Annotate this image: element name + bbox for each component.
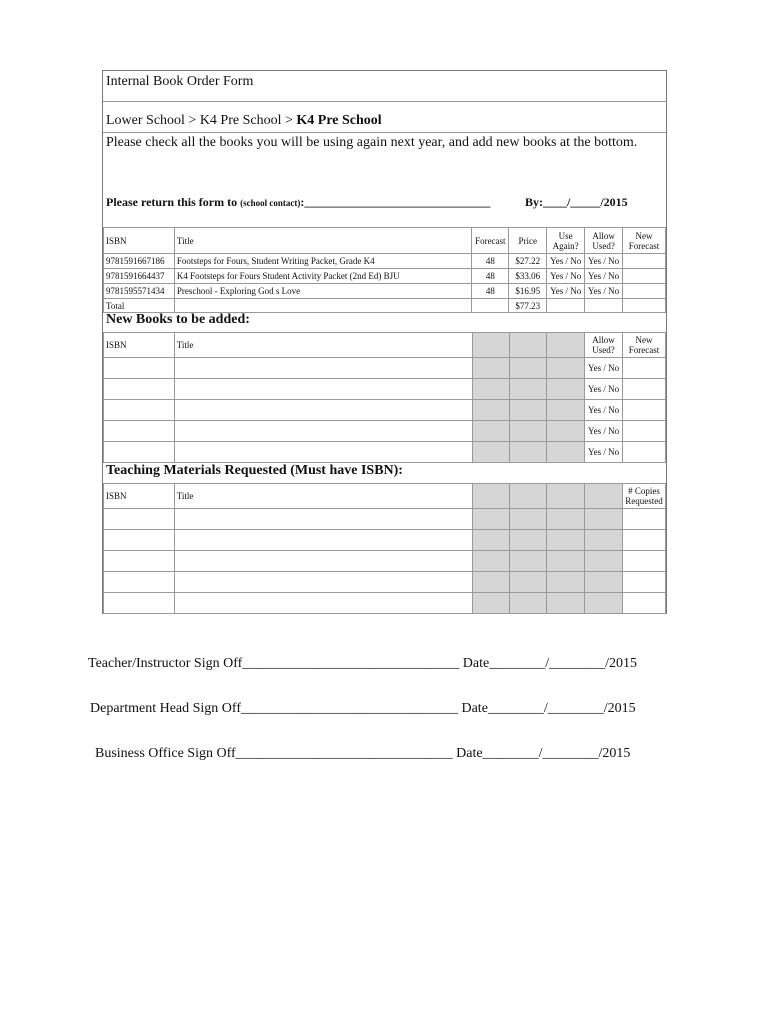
total-label: Total [104, 299, 175, 313]
breadcrumb [106, 113, 382, 129]
allow-used-cell[interactable]: Yes / No [585, 358, 623, 379]
table-row [104, 551, 666, 572]
total-row [104, 299, 666, 313]
title-input[interactable] [174, 400, 472, 421]
shaded-cell [547, 358, 585, 379]
teaching-materials-table [103, 483, 666, 614]
table-row [104, 509, 666, 530]
forecast-cell: 48 [472, 284, 509, 299]
business-office-sign-off[interactable]: Business Office Sign Off_______________________________ Date________/________/2015 [95, 746, 631, 761]
title-input[interactable] [174, 379, 472, 400]
new-books-header-row [104, 333, 666, 358]
isbn-cell: 9781591664437 [104, 269, 175, 284]
isbn-input[interactable] [104, 442, 175, 463]
use-again-cell[interactable]: Yes / No [547, 269, 585, 284]
table-row [104, 269, 666, 284]
copies-input[interactable] [622, 530, 665, 551]
table-row [104, 400, 666, 421]
header-new-forecast-1: New [635, 335, 653, 345]
isbn-input[interactable] [104, 379, 175, 400]
isbn-input[interactable] [104, 509, 175, 530]
shaded-cell [472, 400, 509, 421]
shaded-cell [547, 421, 585, 442]
allow-used-cell[interactable]: Yes / No [585, 379, 623, 400]
table-row [104, 572, 666, 593]
shaded-cell [585, 551, 623, 572]
header-new-forecast-2: Forecast [628, 240, 660, 251]
header-allow-used-2: Used? [592, 345, 615, 355]
isbn-input[interactable] [104, 421, 175, 442]
divider [103, 101, 666, 102]
table-row [104, 530, 666, 551]
forecast-cell: 48 [472, 269, 509, 284]
empty-cell [547, 299, 585, 313]
shaded-cell [472, 484, 509, 509]
shaded-cell [509, 379, 547, 400]
header-new-forecast [623, 333, 666, 358]
new-forecast-cell[interactable] [623, 254, 666, 269]
shaded-cell [509, 509, 547, 530]
header-price: Price [509, 228, 547, 254]
header-isbn: ISBN [104, 228, 175, 254]
copies-input[interactable] [622, 593, 665, 614]
new-forecast-cell[interactable] [623, 442, 666, 463]
header-new-forecast-2: Forecast [628, 345, 660, 355]
shaded-cell [547, 572, 585, 593]
shaded-cell [472, 530, 509, 551]
header-isbn: ISBN [104, 484, 175, 509]
return-line [106, 195, 490, 210]
shaded-cell [547, 400, 585, 421]
isbn-input[interactable] [104, 593, 175, 614]
table-row [104, 593, 666, 614]
table-row [104, 284, 666, 299]
empty-cell [472, 299, 509, 313]
title-cell: Footsteps for Fours, Student Writing Packet, Grade K4 [174, 254, 471, 269]
department-head-sign-off[interactable]: Department Head Sign Off_______________________________ Date________/________/2015 [90, 701, 636, 716]
isbn-input[interactable] [104, 551, 175, 572]
header-copies-requested [622, 484, 665, 509]
price-cell: $16.95 [509, 284, 547, 299]
copies-input[interactable] [622, 572, 665, 593]
empty-cell [585, 299, 623, 313]
title-cell: Preschool - Exploring God s Love [174, 284, 471, 299]
return-contact: (school contact) [240, 198, 301, 208]
total-price: $77.23 [509, 299, 547, 313]
header-allow-used [585, 228, 623, 254]
shaded-cell [472, 333, 509, 358]
return-by-date[interactable]: By:____/_____/2015 [525, 195, 628, 209]
table-row [104, 358, 666, 379]
books-header-row [104, 228, 666, 254]
header-allow-used [585, 333, 623, 358]
shaded-cell [585, 572, 623, 593]
shaded-cell [472, 358, 509, 379]
header-new-forecast-1: New [635, 230, 653, 241]
divider [103, 132, 666, 133]
teaching-materials-heading: Teaching Materials Requested (Must have ISBN): [106, 463, 403, 478]
new-forecast-cell[interactable] [623, 421, 666, 442]
title-input[interactable] [174, 421, 472, 442]
allow-used-cell[interactable]: Yes / No [585, 442, 623, 463]
header-use-again-2: Again? [552, 240, 579, 251]
shaded-cell [585, 484, 623, 509]
shaded-cell [472, 551, 509, 572]
title-input[interactable] [174, 442, 472, 463]
allow-used-cell[interactable]: Yes / No [585, 421, 623, 442]
header-title: Title [174, 484, 472, 509]
title-input[interactable] [174, 509, 472, 530]
new-forecast-cell[interactable] [623, 400, 666, 421]
copies-input[interactable] [622, 551, 665, 572]
book-order-form [102, 70, 667, 614]
shaded-cell [509, 484, 547, 509]
books-table [103, 227, 666, 313]
table-row [104, 442, 666, 463]
shaded-cell [509, 572, 547, 593]
isbn-cell: 9781595571434 [104, 284, 175, 299]
breadcrumb-path: Lower School > K4 Pre School > [106, 113, 297, 128]
allow-used-cell[interactable]: Yes / No [585, 254, 623, 269]
table-row [104, 254, 666, 269]
isbn-cell: 9781591667186 [104, 254, 175, 269]
title-input[interactable] [174, 358, 472, 379]
title-input[interactable] [174, 551, 472, 572]
shaded-cell [509, 593, 547, 614]
header-forecast: Forecast [472, 228, 509, 254]
new-books-heading: New Books to be added: [106, 312, 250, 327]
isbn-input[interactable] [104, 530, 175, 551]
use-again-cell[interactable]: Yes / No [547, 254, 585, 269]
shaded-cell [472, 442, 509, 463]
new-forecast-cell[interactable] [623, 269, 666, 284]
shaded-cell [509, 551, 547, 572]
shaded-cell [472, 572, 509, 593]
shaded-cell [509, 358, 547, 379]
header-new-forecast [623, 228, 666, 254]
shaded-cell [585, 593, 623, 614]
header-copies-2: Requested [625, 496, 663, 506]
allow-used-cell[interactable]: Yes / No [585, 284, 623, 299]
shaded-cell [547, 484, 585, 509]
empty-cell [174, 299, 471, 313]
shaded-cell [509, 442, 547, 463]
new-forecast-cell[interactable] [623, 358, 666, 379]
shaded-cell [472, 509, 509, 530]
title-input[interactable] [174, 572, 472, 593]
header-title: Title [174, 333, 472, 358]
title-cell: K4 Footsteps for Fours Student Activity Packet (2nd Ed) BJU [174, 269, 471, 284]
isbn-input[interactable] [104, 572, 175, 593]
shaded-cell [547, 593, 585, 614]
shaded-cell [547, 551, 585, 572]
shaded-cell [547, 442, 585, 463]
shaded-cell [585, 530, 623, 551]
allow-used-cell[interactable]: Yes / No [585, 400, 623, 421]
teaching-header-row [104, 484, 666, 509]
table-row [104, 379, 666, 400]
form-title: Internal Book Order Form [106, 74, 254, 89]
new-books-table [103, 332, 666, 463]
header-allow-used-2: Used? [592, 240, 615, 251]
header-allow-used-1: Allow [592, 230, 615, 241]
shaded-cell [547, 333, 585, 358]
use-again-cell[interactable]: Yes / No [547, 284, 585, 299]
allow-used-cell[interactable]: Yes / No [585, 269, 623, 284]
isbn-input[interactable] [104, 400, 175, 421]
shaded-cell [547, 379, 585, 400]
instructions: Please check all the books you will be using again next year, and add new books at the bottom. [106, 135, 638, 150]
shaded-cell [472, 593, 509, 614]
title-input[interactable] [174, 530, 472, 551]
table-row [104, 421, 666, 442]
header-copies-1: # Copies [628, 486, 660, 496]
price-cell: $27.22 [509, 254, 547, 269]
breadcrumb-current: K4 Pre School [296, 113, 382, 128]
shaded-cell [509, 400, 547, 421]
shaded-cell [547, 509, 585, 530]
shaded-cell [547, 530, 585, 551]
shaded-cell [509, 530, 547, 551]
shaded-cell [509, 421, 547, 442]
forecast-cell: 48 [472, 254, 509, 269]
title-input[interactable] [174, 593, 472, 614]
price-cell: $33.06 [509, 269, 547, 284]
isbn-input[interactable] [104, 358, 175, 379]
header-title: Title [174, 228, 471, 254]
shaded-cell [509, 333, 547, 358]
empty-cell [623, 299, 666, 313]
header-isbn: ISBN [104, 333, 175, 358]
header-allow-used-1: Allow [592, 335, 615, 345]
teacher-sign-off[interactable]: Teacher/Instructor Sign Off_______________________________ Date________/________/2015 [88, 656, 637, 671]
return-label: Please return this form to [106, 195, 241, 209]
shaded-cell [472, 421, 509, 442]
return-blank[interactable]: :_______________________________ [300, 195, 491, 209]
new-forecast-cell[interactable] [623, 379, 666, 400]
new-forecast-cell[interactable] [623, 284, 666, 299]
shaded-cell [472, 379, 509, 400]
copies-input[interactable] [622, 509, 665, 530]
header-use-again-1: Use [558, 230, 573, 241]
header-use-again [547, 228, 585, 254]
shaded-cell [585, 509, 623, 530]
